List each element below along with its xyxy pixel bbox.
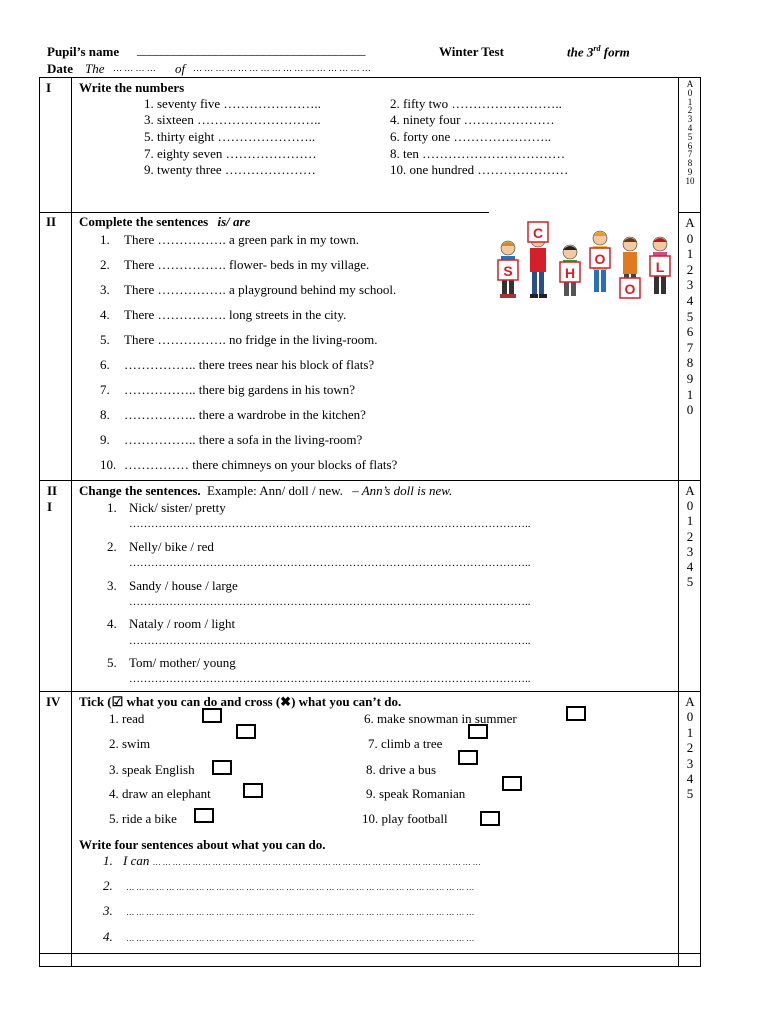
score-mark[interactable]: 3 bbox=[686, 277, 694, 293]
section-2-title-hint: is/ are bbox=[217, 214, 251, 229]
date-label: Date bbox=[47, 61, 73, 76]
sentence-item[interactable]: 9. …………….. there a sofa in the living-room? bbox=[100, 432, 363, 447]
tick-box[interactable] bbox=[243, 783, 263, 798]
number-column-divider bbox=[71, 77, 72, 966]
score-mark[interactable]: 0 bbox=[686, 498, 694, 514]
tick-box[interactable] bbox=[480, 811, 500, 826]
sentence-item[interactable]: 1. There ……………. a green park in my town. bbox=[100, 232, 360, 247]
score-mark[interactable]: 3 bbox=[686, 755, 694, 771]
ability-item: 2. swim bbox=[109, 736, 151, 751]
score-mark[interactable]: 7 bbox=[687, 149, 693, 160]
answer-line[interactable]: ……………………………………………………………………………………………….. bbox=[129, 673, 531, 685]
change-item-prompt: 2. Nelly/ bike / red bbox=[107, 539, 214, 554]
score-mark[interactable]: 4 bbox=[687, 122, 693, 133]
table-border-top bbox=[39, 77, 701, 78]
number-item[interactable]: 1. seventy five ………………….. bbox=[144, 96, 321, 111]
score-mark[interactable]: A bbox=[685, 483, 695, 498]
write-sentences-title: Write four sentences about what you can do. bbox=[79, 837, 326, 852]
tick-box[interactable] bbox=[236, 724, 256, 739]
score-mark[interactable]: 3 bbox=[687, 114, 693, 125]
score-mark[interactable]: 1 bbox=[686, 724, 694, 740]
write-line[interactable]: 1. I can … … … … … … … … … … … … … … … … … … … … … … … … … … … … … … … … … bbox=[103, 853, 481, 868]
date-the: The bbox=[85, 61, 105, 76]
sentence-item[interactable]: 10. …………… there chimneys on your blocks of flats? bbox=[100, 457, 398, 472]
letter-card-text: S bbox=[503, 263, 513, 279]
score-mark[interactable]: 0 bbox=[686, 709, 694, 725]
score-mark[interactable]: 2 bbox=[686, 528, 694, 544]
number-item[interactable]: 6. forty one ………………….. bbox=[390, 129, 552, 144]
change-item-prompt: 4. Nataly / room / light bbox=[107, 616, 236, 631]
score-mark[interactable]: 5 bbox=[686, 308, 694, 324]
change-item-prompt: 5. Tom/ mother/ young bbox=[107, 655, 236, 670]
ability-item: 1. read bbox=[109, 711, 145, 726]
answer-line[interactable]: ……………………………………………………………………………………………….. bbox=[129, 557, 531, 569]
sentence-item[interactable]: 8. …………….. there a wardrobe in the kitchen? bbox=[100, 407, 366, 422]
ability-item: 9. speak Romanian bbox=[366, 786, 466, 801]
number-item[interactable]: 9. twenty three ………………… bbox=[144, 162, 316, 177]
score-mark[interactable]: 2 bbox=[686, 740, 694, 756]
score-mark[interactable]: 1 bbox=[686, 246, 694, 262]
tick-box[interactable] bbox=[458, 750, 478, 765]
tick-box[interactable] bbox=[468, 724, 488, 739]
score-mark[interactable]: 3 bbox=[686, 543, 694, 559]
sentence-item[interactable]: 5. There ……………. no fridge in the living-room. bbox=[100, 332, 378, 347]
tick-box[interactable] bbox=[194, 808, 214, 823]
ability-item: 8. drive a bus bbox=[366, 762, 437, 777]
score-mark[interactable]: 1 bbox=[687, 96, 693, 107]
score-mark[interactable]: 7 bbox=[686, 339, 694, 355]
score-mark[interactable]: A bbox=[685, 215, 695, 230]
score-mark[interactable]: 9 bbox=[686, 370, 694, 386]
tick-box[interactable] bbox=[502, 776, 522, 791]
score-mark[interactable]: 1 bbox=[686, 513, 694, 529]
number-item[interactable]: 8. ten …………………………… bbox=[390, 146, 566, 161]
letter-card-text: O bbox=[594, 251, 606, 267]
section-3-number: II I bbox=[47, 483, 58, 514]
table-border-left bbox=[39, 77, 40, 966]
score-mark[interactable]: 5 bbox=[686, 786, 694, 802]
sentence-item[interactable]: 2. There ……………. flower- beds in my village. bbox=[100, 257, 370, 272]
letter-card-text: L bbox=[655, 259, 665, 275]
score-mark[interactable]: 6 bbox=[687, 140, 693, 151]
sentence-item[interactable]: 4. There ……………. long streets in the city. bbox=[100, 307, 347, 322]
change-item-prompt: 3. Sandy / house / large bbox=[107, 578, 238, 593]
score-mark[interactable]: 0 bbox=[686, 230, 694, 246]
score-mark[interactable]: 4 bbox=[686, 771, 694, 787]
score-mark[interactable]: 4 bbox=[686, 559, 694, 575]
score-mark[interactable]: 5 bbox=[686, 574, 694, 590]
letter-card-text: C bbox=[532, 225, 544, 241]
form-label: the 3rd form bbox=[567, 44, 630, 60]
letter-card-text: O bbox=[624, 281, 636, 297]
row-divider-1-score bbox=[678, 212, 701, 213]
letter-card-text: H bbox=[564, 265, 576, 281]
score-mark[interactable]: 8 bbox=[687, 158, 693, 169]
tick-box[interactable] bbox=[212, 760, 232, 775]
pupil-name-label: Pupil’s name bbox=[47, 44, 120, 59]
section-2-number: II bbox=[46, 214, 57, 229]
write-line[interactable]: 4. … … … … … … … … … … … … … … … … … … … … … … … … … … … … … … … … … … … bbox=[103, 929, 475, 944]
date-of: of bbox=[175, 61, 186, 76]
score-mark[interactable]: A bbox=[686, 79, 694, 89]
school-kids-illustration bbox=[494, 218, 684, 306]
pupil-name-line[interactable]: ______________________________________ bbox=[137, 42, 365, 57]
date-month-field[interactable]: … … … … … … … … … … … … … … … … bbox=[193, 63, 371, 73]
number-item[interactable]: 5. thirty eight ………………….. bbox=[144, 129, 316, 144]
sentence-item[interactable]: 6. …………….. there trees near his block of flats? bbox=[100, 357, 375, 372]
row-divider-4 bbox=[39, 953, 701, 954]
number-item[interactable]: 10. one hundred ………………… bbox=[390, 162, 569, 177]
answer-line[interactable]: ……………………………………………………………………………………………….. bbox=[129, 635, 531, 647]
row-divider-2 bbox=[39, 480, 701, 481]
score-mark[interactable]: 6 bbox=[686, 324, 694, 340]
score-mark[interactable]: 8 bbox=[686, 355, 694, 371]
table-border-bottom bbox=[39, 966, 701, 967]
section-2-title bbox=[79, 214, 250, 230]
score-mark[interactable]: A bbox=[685, 694, 695, 709]
score-mark[interactable]: 2 bbox=[687, 105, 693, 116]
tick-box[interactable] bbox=[566, 706, 586, 721]
ability-item: 4. draw an elephant bbox=[109, 786, 211, 801]
write-line[interactable]: 2. … … … … … … … … … … … … … … … … … … … … … … … … … … … … … … … … … … … bbox=[103, 878, 475, 893]
section-3-title: Change the sentences. Example: Ann/ doll / new. – Ann’s doll is new. bbox=[79, 483, 453, 498]
section-4-title: Tick (☑ what you can do and cross (✖) what you can’t do. bbox=[79, 694, 402, 709]
score-mark[interactable]: 9 bbox=[687, 166, 693, 177]
test-title: Winter Test bbox=[439, 44, 504, 59]
score-mark[interactable]: 1 bbox=[686, 386, 694, 402]
section-2-title-text: Complete the sentences bbox=[79, 214, 209, 229]
section-3-score-scale bbox=[677, 483, 703, 589]
number-item[interactable]: 7. eighty seven ………………… bbox=[144, 146, 317, 161]
ability-item: 5. ride a bike bbox=[109, 811, 177, 826]
section-1-score-scale bbox=[677, 80, 703, 186]
score-mark[interactable]: 2 bbox=[686, 261, 694, 277]
section-4-number: IV bbox=[46, 694, 61, 709]
answer-line[interactable]: ……………………………………………………………………………………………….. bbox=[129, 518, 531, 530]
section-1-number: I bbox=[46, 80, 52, 95]
score-mark[interactable]: 5 bbox=[687, 131, 693, 142]
answer-line[interactable]: ……………………………………………………………………………………………….. bbox=[129, 596, 531, 608]
score-mark[interactable]: 10 bbox=[685, 175, 695, 186]
ability-item: 6. make snowman in summer bbox=[364, 711, 517, 726]
number-item[interactable]: 4. ninety four ………………… bbox=[390, 112, 555, 127]
change-item-prompt: 1. Nick/ sister/ pretty bbox=[107, 500, 226, 515]
sentence-item[interactable]: 3. There ……………. a playground behind my school. bbox=[100, 282, 397, 297]
section-2-score-scale bbox=[677, 215, 703, 418]
number-item[interactable]: 2. fifty two …………………….. bbox=[390, 96, 562, 111]
tick-box[interactable] bbox=[202, 708, 222, 723]
sentence-item[interactable]: 7. …………….. there big gardens in his town? bbox=[100, 382, 356, 397]
date-day-field[interactable]: … … … … bbox=[113, 63, 156, 73]
write-line[interactable]: 3. … … … … … … … … … … … … … … … … … … … … … … … … … … … … … … … … … … … bbox=[103, 903, 475, 918]
tick-icon: ☑ bbox=[111, 694, 124, 709]
ability-item: 7. climb a tree bbox=[368, 736, 443, 751]
number-item[interactable]: 3. sixteen ……………………….. bbox=[144, 112, 321, 127]
score-mark[interactable]: 0 bbox=[686, 402, 694, 418]
cross-icon: ✖ bbox=[280, 694, 292, 709]
row-divider-3 bbox=[39, 691, 701, 692]
row-divider-1-partial bbox=[39, 212, 489, 213]
section-4-score-scale bbox=[677, 694, 703, 802]
ability-item: 3. speak English bbox=[109, 762, 195, 777]
section-1-title: Write the numbers bbox=[79, 80, 185, 95]
score-mark[interactable]: 4 bbox=[686, 292, 694, 308]
ability-item: 10. play football bbox=[362, 811, 448, 826]
score-mark[interactable]: 0 bbox=[687, 87, 693, 98]
